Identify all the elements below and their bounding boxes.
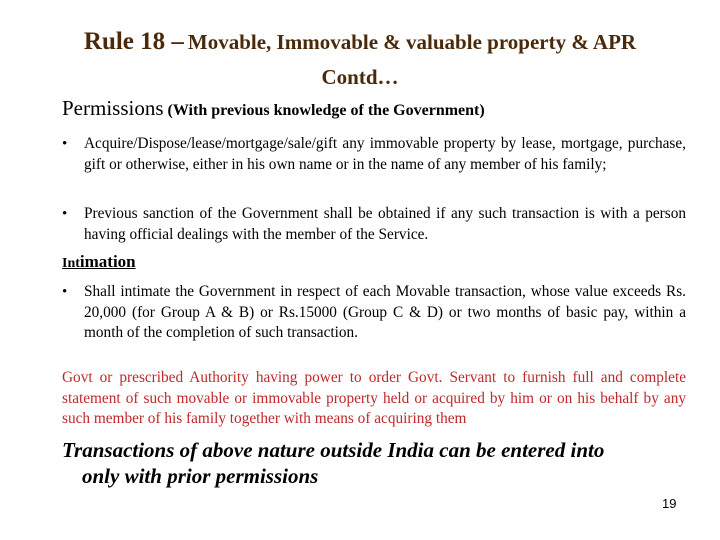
bullet-icon: • [62, 284, 68, 300]
permission-bullet-2 [62, 204, 686, 245]
slide-title [20, 26, 700, 93]
permission-bullet-1 [62, 134, 686, 175]
bullet-icon: • [62, 136, 68, 152]
final-note-line-2: only with prior permissions [82, 464, 319, 488]
page-number: 19 [662, 496, 677, 511]
permissions-heading-text: Permissions [62, 96, 164, 120]
intimation-heading-rest: imation [79, 252, 136, 271]
bullet-icon: • [62, 206, 68, 222]
final-note-line-1: Transactions of above nature outside India can be entered into [62, 438, 605, 462]
intimation-bullet-1 [62, 282, 686, 344]
permission-bullet-2-text: Previous sanction of the Government shall be obtained if any such transaction is with a person having official dealings with the member of the Service. [84, 205, 686, 243]
title-contd: Contd… [321, 65, 399, 89]
authority-note: Govt or prescribed Authority having power to order Govt. Servant to furnish full and complete statement of such movable or immovable property held or acquired by him or on his behalf by any such member of his family together with means of acquiring them [62, 369, 686, 427]
permissions-heading [62, 96, 485, 121]
intimation-bullet-1-text: Shall intimate the Government in respect of each Movable transaction, whose value exceeds Rs. 20,000 (for Group A & B) or Rs.15000 (Group C & D) or two months of basic pay, within a month of the completion of such transaction. [84, 283, 686, 341]
intimation-heading-start: Int [62, 256, 80, 271]
permissions-subheading: (With previous knowledge of the Government) [167, 102, 485, 119]
permission-bullet-1-text: Acquire/Dispose/lease/mortgage/sale/gift any immovable property by lease, mortgage, purchase, gift or otherwise, either in his own name or in the name of any member of his family; [84, 135, 686, 173]
title-rule: Rule 18 – [83, 28, 184, 55]
intimation-heading [62, 252, 136, 272]
title-subject: Movable, Immovable & valuable property & APR [187, 30, 637, 54]
final-note [62, 437, 692, 489]
